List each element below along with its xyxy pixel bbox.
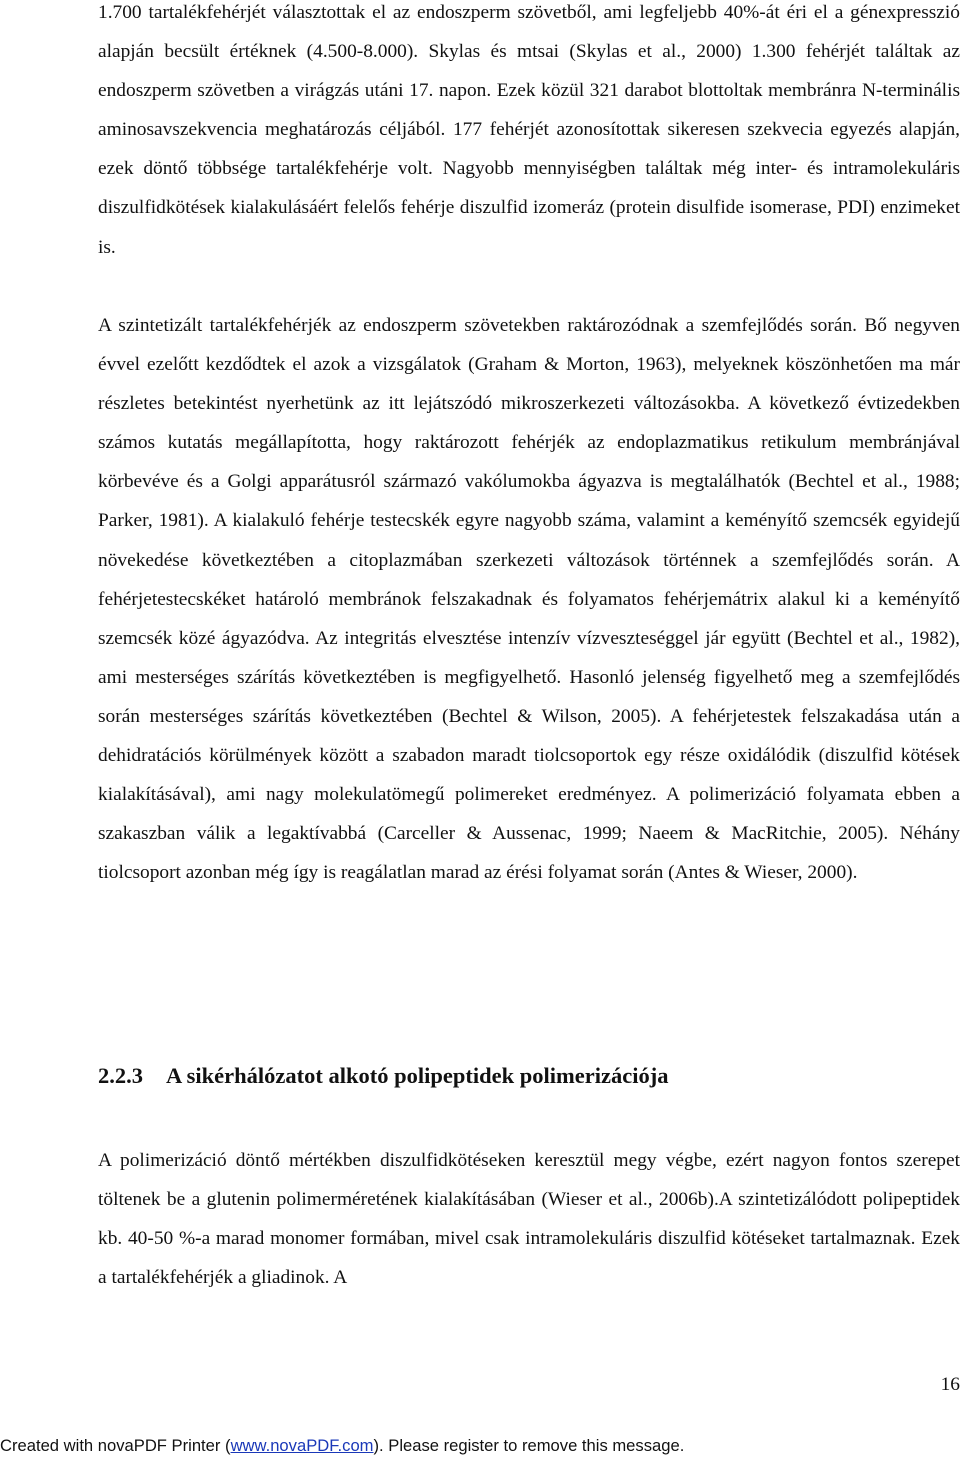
section-number: 2.2.3 (98, 1063, 143, 1088)
printer-watermark-footer (0, 1434, 960, 1458)
footer-link[interactable]: www.novaPDF.com (230, 1436, 374, 1455)
body-paragraph-1: 1.700 tartalékfehérjét választottak el az endoszperm szövetből, ami legfeljebb 40%-át éri el a génexpresszió alapján becsült értéknek (4.500-8.000). Skylas és mtsai (Skylas et al., 2000) 1.300 fehérjét találtak az endoszperm szövetben a virágzás utáni 17. napon. Ezek közül 321 darabot blottoltak membránra N-terminális aminosavszekvencia meghatározás céljából. 177 fehérjét azonosítottak sikeresen szekvecia egyezés alapján, ezek döntő többsége tartalékfehérje volt. Nagyobb mennyiségben találtak még inter- és intramolekuláris diszulfidkötések kialakulásáért felelős fehérje diszulfid izomeráz (protein disulfide isomerase, PDI) enzimeket is. (98, 2, 960, 258)
section-title: A sikérhálózatot alkotó polipeptidek polimerizációja (166, 1063, 669, 1088)
footer-prefix: Created with novaPDF Printer ( (0, 1436, 231, 1455)
body-paragraph-2: A szintetizált tartalékfehérjék az endoszperm szövetekben raktározódnak a szemfejlődés során. Bő negyven évvel ezelőtt kezdődtek el azok a vizsgálatok (Graham & Morton, 1963), melyeknek köszönhetően ma már részletes betekintést nyerhetünk az itt lejátszódó mikroszerkezeti változásokba. A következő évtizedekben számos kutatás megállapította, hogy raktározott fehérjék az endoplazmatikus retikulum membránjával körbevéve és a Golgi apparátusról származó vakólumokba ágyazva is megtalálhatók (Bechtel et al., 1988; Parker, 1981). A kialakuló fehérje testecskék egyre nagyobb száma, valamint a keményítő szemcsék egyidejű növekedése következtében a citoplazmában szerkezeti változások történnek a szemfejlődés során. A fehérjetestecskéket határoló membránok felszakadnak és folyamatos fehérjemátrix alakul ki a keményítő szemcsék közé ágyazódva. Az integritás elvesztése intenzív vízveszteséggel jár együtt (Bechtel et al., 1982), ami mesterséges szárítás következtében is megfigyelhető. Hasonló jelenség figyelhető meg a szemfejlődés során mesterséges szárítás következtében (Bechtel & Wilson, 2005). A fehérjetestek felszakadása után a dehidratációs körülmények között a szabadon maradt tiolcsoportok egy része oxidálódik (diszulfid kötések kialakításával), ami nagy molekulatömegű polimereket eredményez. A polimerizáció folyamata ebben a szakaszban válik a legaktívabbá (Carceller & Aussenac, 1999; Naeem & MacRitchie, 2005). Néhány tiolcsoport azonban még így is reagálatlan marad az érési folyamat során (Antes & Wieser, 2000). (98, 315, 960, 884)
section-heading (98, 1056, 960, 1096)
body-paragraph-3: A polimerizáció döntő mértékben diszulfidkötéseken keresztül megy végbe, ezért nagyon fontos szerepet töltenek be a glutenin polimerméretének kialakításában (Wieser et al., 2006b).A szintetizálódott polipeptidek kb. 40-50 %-a marad monomer formában, mivel csak intramolekuláris diszulfid kötéseket tartalmaznak. Ezek a tartalékfehérjék a gliadinok. A (98, 1150, 960, 1289)
page-number: 16 (940, 1374, 960, 1395)
footer-suffix: ). Please register to remove this message. (373, 1436, 685, 1455)
